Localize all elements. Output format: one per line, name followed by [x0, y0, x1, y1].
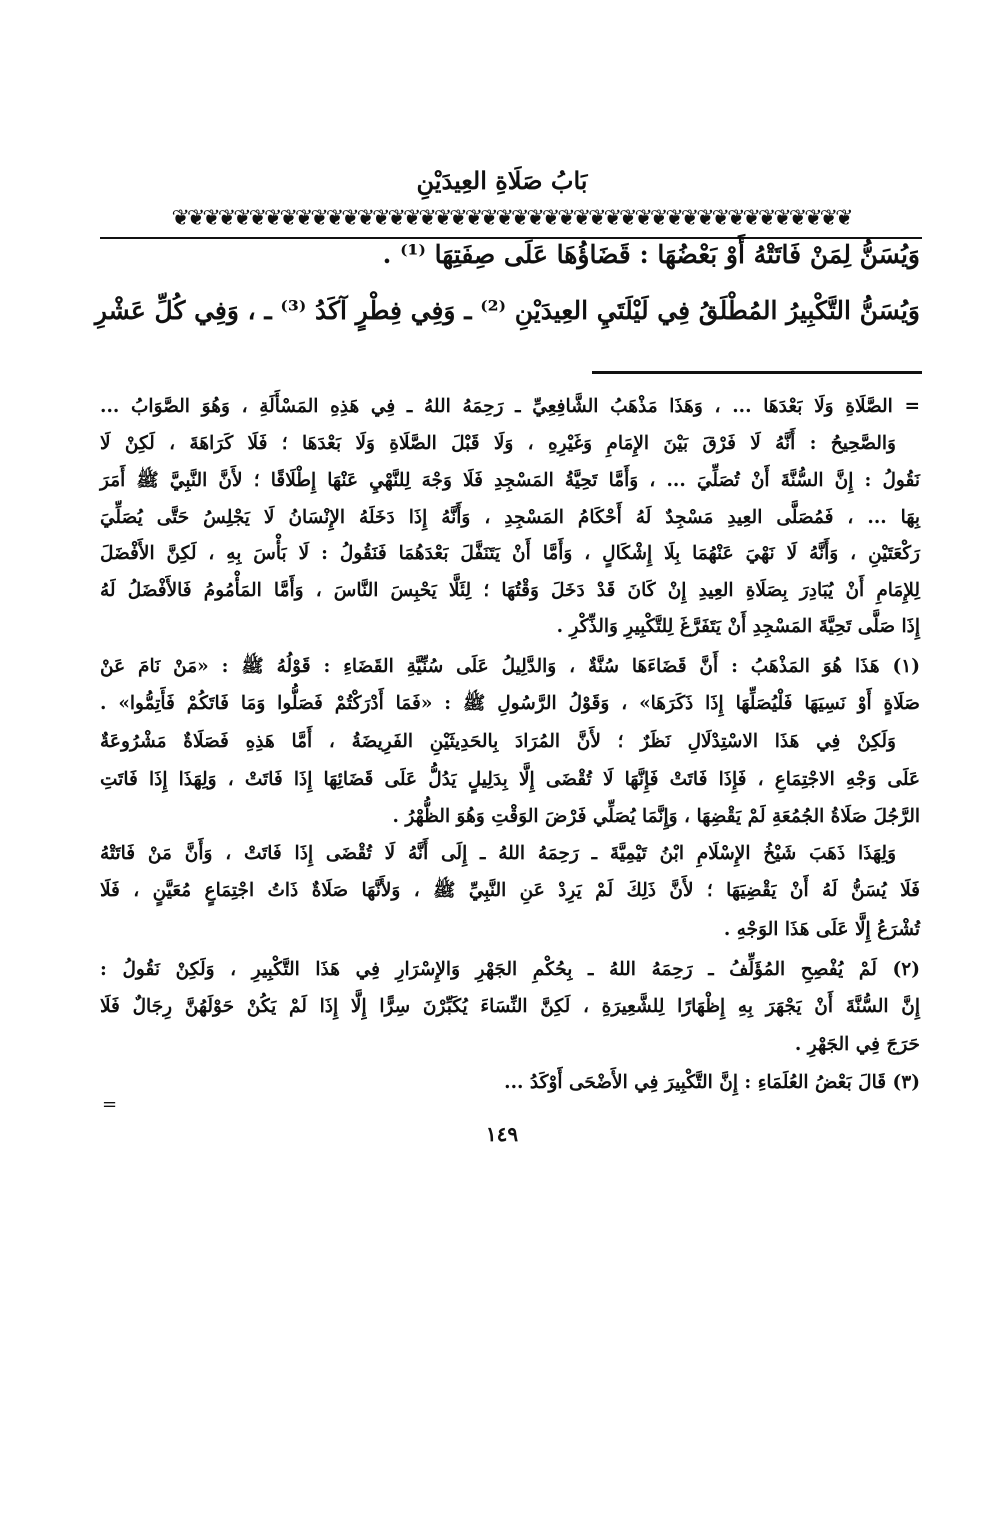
continuation-mark: = [102, 1094, 118, 1115]
page-number: ١٤٩ [485, 1122, 519, 1146]
footnote-2: (٢) لَمْ يُفْصِحِ المُؤَلِّفُ ـ رَحِمَهُ اللهُ ـ بِحُكْمِ الجَهْرِ وَالإِسْرَارِ فِي هَذَا التَّكْبِيرِ ، وَلَكِنْ نَقُولُ : [100, 959, 920, 980]
footnote-line: إِذَا صَلَّى تَحِيَّةَ المَسْجِدِ أَنْ يَتَفَرَّغَ لِلتَّكْبِيرِ وَالذِّكْرِ . [556, 616, 920, 637]
footnote-line: نَقُولُ : إِنَّ السُّنَّةَ أَنْ تُصَلِّيَ ... ، وَأَمَّا تَحِيَّةُ المَسْجِدِ فَلَا وَجْهَ لِلنَّهْيِ عَنْهَا إِطْلَاقًا ؛ لأَنَّ النَّبِيَّ ﷺ أَمَرَ [100, 470, 920, 491]
footnote-line: وَلَكِنْ فِي هَذَا الاسْتِدْلَالِ نَظَرٌ ؛ لأَنَّ المُرَادَ بِالحَدِيثَيْنِ الفَرِيضَةُ ، أَمَّا هَذِهِ فَصَلَاةٌ مَشْرُوعَةٌ [100, 731, 896, 752]
main-text-line: وَيُسَنُّ لِمَنْ فَاتَتْهُ أَوْ بَعْضُهَا : قَضَاؤُهَا عَلَى صِفَتِهَا ⁽¹⁾ . [382, 240, 920, 269]
footnote-line: تُشْرَعُ إِلَّا عَلَى هَذَا الوَجْهِ . [723, 919, 920, 940]
footnote-line: الرَّجُلَ صَلَاةُ الجُمُعَةِ لَمْ يَقْضِهَا ، وَإِنَّمَا يُصَلِّي فَرْضَ الوَقْتِ وَهُوَ الظُّهْرُ . [392, 806, 920, 827]
ornamental-border: ❦❦❦❦❦❦❦❦❦❦❦❦❦❦❦❦❦❦❦❦❦❦❦❦❦❦❦❦❦❦❦❦❦❦❦❦❦❦❦❦❦❦❦❦ [100, 203, 922, 239]
footnote-line: حَرَجَ فِي الجَهْرِ . [794, 1034, 920, 1055]
footnote-line: صَلَاةٍ أَوْ نَسِيَهَا فَلْيُصَلِّهَا إِذَا ذَكَرَهَا» ، وَقَوْلُ الرَّسُولِ ﷺ : «فَمَا أَدْرَكْتُمْ فَصَلُّوا وَمَا فَاتَكُمْ فَأَتِمُّوا» . [100, 693, 920, 714]
footnote-line: إِنَّ السُّنَّةَ أَنْ يَجْهَرَ بِهِ إِظْهَارًا لِلشَّعِيرَةِ ، لَكِنَّ النِّسَاءَ يُكَبِّرْنَ سِرًّا إِلَّا إِذَا لَمْ يَكُنْ حَوْلَهُنَّ رِجَالٌ فَلَا [100, 996, 920, 1017]
footnote-line: وَلِهَذَا ذَهَبَ شَيْخُ الإِسْلَامِ ابْنُ تَيْمِيَّةَ ـ رَحِمَهُ اللهُ ـ إِلَى أَنَّهُ لَا تُقْضَى إِذَا فَاتَتْ ، وَأَنَّ مَنْ فَاتَتْهُ [100, 843, 896, 864]
footnote-line: فَلَا يُسَنُّ لَهُ أَنْ يَقْضِيَهَا ؛ لأَنَّ ذَلِكَ لَمْ يَرِدْ عَنِ النَّبِيِّ ﷺ ، وَلأَنَّهَا صَلَاةٌ ذَاتُ اجْتِمَاعٍ مُعَيَّنٍ ، فَلَا [100, 880, 920, 901]
footnote-1: (١) هَذَا هُوَ المَذْهَبُ : أَنَّ قَضَاءَهَا سُنَّةٌ ، وَالدَّلِيلُ عَلَى سُنِّيَّةِ القَضَاءِ : قَوْلُهُ ﷺ : «مَنْ نَامَ عَنْ [100, 656, 920, 677]
footnote-line: رَكْعَتَيْنِ ، وَأَنَّهُ لَا نَهْيَ عَنْهُمَا بِلَا إِشْكَالٍ ، وَأَمَّا أَنْ يَتَنَفَّلَ بَعْدَهُمَا فَنَقُولُ : لَا بَأْسَ بِهِ ، لَكِنَّ الأَفْضَلَ [100, 543, 920, 564]
footnote-line: وَالصَّحِيحُ : أَنَّهُ لَا فَرْقَ بَيْنَ الإِمَامِ وَغَيْرِهِ ، وَلَا قَبْلَ الصَّلَاةِ وَلَا بَعْدَهَا ؛ فَلَا كَرَاهَةَ ، لَكِنْ لَا [100, 433, 896, 454]
footnote-3: (٣) قَالَ بَعْضُ العُلَمَاءِ : إِنَّ التَّكْبِيرَ فِي الأَضْحَى أَوْكَدُ ... [504, 1072, 920, 1093]
footnote-line: = الصَّلَاةِ وَلَا بَعْدَهَا ... ، وَهَذَا مَذْهَبُ الشَّافِعِيِّ ـ رَحِمَهُ اللهُ ـ فِي هَذِهِ المَسْأَلَةِ ، وَهُوَ الصَّوَابُ ... [100, 396, 920, 417]
chapter-title: بَابُ صَلَاةِ العِيدَيْنِ [416, 166, 588, 195]
footnote-separator [592, 371, 922, 374]
footnote-line: لِلإِمَامِ أَنْ يُبَادِرَ بِصَلَاةِ العِيدِ إِنْ كَانَ قَدْ دَخَلَ وَقْتُهَا ؛ لِئَلَّا يَحْبِسَ النَّاسَ ، وَأَمَّا المَأْمُومُ فَالأَفْضَلُ لَهُ [100, 580, 920, 601]
footnote-line: عَلَى وَجْهِ الاجْتِمَاعِ ، فَإِذَا فَاتَتْ فَإِنَّهَا لَا تُقْضَى إِلَّا بِدَلِيلٍ يَدُلُّ عَلَى قَضَائِهَا إِذَا فَاتَتْ ، وَلِهَذَا إِذَا فَاتَتِ [100, 769, 920, 790]
footnote-line: بِهَا ... ، فَمُصَلَّى العِيدِ مَسْجِدٌ لَهُ أَحْكَامُ المَسْجِدِ ، وَأَنَّهُ إِذَا دَخَلَهُ الإِنْسَانُ لَا يَجْلِسُ حَتَّى يُصَلِّيَ [100, 507, 920, 528]
main-text-line: وَيُسَنُّ التَّكْبِيرُ المُطْلَقُ فِي لَيْلَتَيِ العِيدَيْنِ ⁽²⁾ ـ وَفِي فِطْرٍ آكَدُ ⁽³⁾ ـ ، وَفِي كُلِّ عَشْرِ [94, 296, 920, 325]
